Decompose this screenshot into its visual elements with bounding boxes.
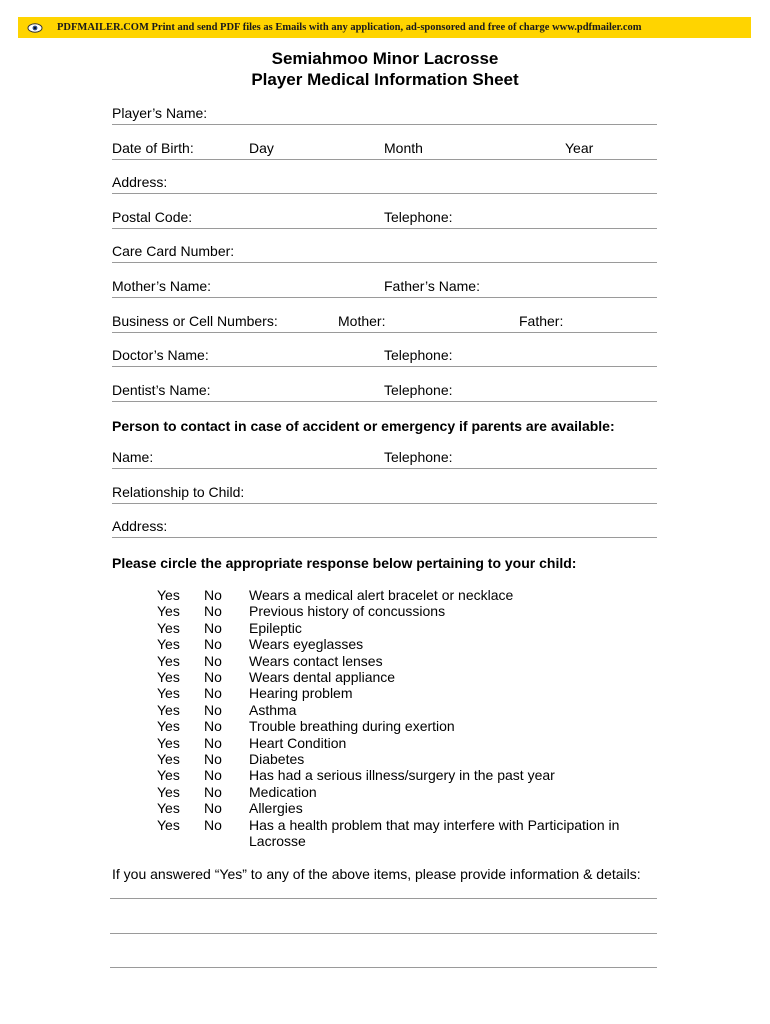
business-cell-label: Business or Cell Numbers: bbox=[112, 313, 278, 329]
emergency-name-label: Name: bbox=[112, 449, 154, 465]
checklist-item: Previous history of concussions bbox=[249, 603, 446, 620]
document-subtitle: Player Medical Information Sheet bbox=[251, 70, 519, 89]
checklist-item: Has had a serious illness/surgery in the past year bbox=[249, 767, 555, 784]
date-of-birth-label: Date of Birth: bbox=[112, 140, 194, 156]
yes-option[interactable]: Yes bbox=[157, 800, 180, 817]
fathers-name-label: Father’s Name: bbox=[384, 278, 480, 294]
emergency-telephone-label: Telephone: bbox=[384, 449, 453, 465]
circle-response-heading: Please circle the appropriate response below pertaining to your child: bbox=[112, 555, 577, 571]
yes-option[interactable]: Yes bbox=[157, 685, 180, 702]
checklist-row bbox=[157, 587, 639, 603]
no-option[interactable]: No bbox=[204, 767, 222, 784]
no-option[interactable]: No bbox=[204, 685, 222, 702]
no-option[interactable]: No bbox=[204, 751, 222, 768]
checklist-row bbox=[157, 620, 639, 636]
no-option[interactable]: No bbox=[204, 636, 222, 653]
yes-option[interactable]: Yes bbox=[157, 767, 180, 784]
checklist-item: Hearing problem bbox=[249, 685, 353, 702]
checklist-item: Epileptic bbox=[249, 619, 302, 636]
yes-option[interactable]: Yes bbox=[157, 734, 180, 751]
checklist-row bbox=[157, 735, 639, 751]
address-field[interactable] bbox=[112, 173, 657, 194]
mother-label: Mother: bbox=[338, 313, 386, 329]
checklist-item: Has a health problem that may interfere with Participation in Lacrosse bbox=[249, 816, 620, 850]
yes-option[interactable]: Yes bbox=[157, 636, 180, 653]
relationship-label: Relationship to Child: bbox=[112, 484, 245, 500]
checklist-item: Wears contact lenses bbox=[249, 652, 383, 669]
no-option[interactable]: No bbox=[204, 652, 222, 669]
yes-option[interactable]: Yes bbox=[157, 701, 180, 718]
checklist-item: Wears eyeglasses bbox=[249, 636, 364, 653]
details-line[interactable] bbox=[110, 967, 657, 968]
checklist-row bbox=[157, 751, 639, 767]
yes-option[interactable]: Yes bbox=[157, 669, 180, 686]
address-label: Address: bbox=[112, 174, 168, 190]
checklist-row bbox=[157, 784, 639, 800]
checklist-item: Trouble breathing during exertion bbox=[249, 718, 455, 735]
yes-option[interactable]: Yes bbox=[157, 619, 180, 636]
doctor-telephone-label: Telephone: bbox=[384, 347, 453, 363]
emergency-contact-heading: Person to contact in case of accident or emergency if parents are available: bbox=[112, 418, 615, 434]
father-label: Father: bbox=[519, 313, 564, 329]
checklist-row bbox=[157, 702, 639, 718]
postal-code-field[interactable] bbox=[112, 208, 657, 229]
no-option[interactable]: No bbox=[204, 701, 222, 718]
yes-option[interactable]: Yes bbox=[157, 783, 180, 800]
yes-option[interactable]: Yes bbox=[157, 751, 180, 768]
care-card-field[interactable] bbox=[112, 242, 657, 263]
checklist-row bbox=[157, 800, 639, 816]
yes-option[interactable]: Yes bbox=[157, 652, 180, 669]
mothers-name-label: Mother’s Name: bbox=[112, 278, 212, 294]
yes-option[interactable]: Yes bbox=[157, 587, 180, 603]
no-option[interactable]: No bbox=[204, 816, 222, 833]
emergency-address-field[interactable] bbox=[112, 517, 657, 538]
date-of-birth-field[interactable] bbox=[112, 139, 657, 160]
checklist-item: Medication bbox=[249, 783, 317, 800]
checklist-row bbox=[157, 685, 639, 701]
care-card-label: Care Card Number: bbox=[112, 243, 235, 259]
checklist-item: Asthma bbox=[249, 701, 297, 718]
checklist-row bbox=[157, 767, 639, 783]
no-option[interactable]: No bbox=[204, 800, 222, 817]
day-label: Day bbox=[249, 140, 274, 156]
emergency-name-field[interactable] bbox=[112, 448, 657, 469]
checklist-item: Wears dental appliance bbox=[249, 669, 396, 686]
no-option[interactable]: No bbox=[204, 718, 222, 735]
yes-option[interactable]: Yes bbox=[157, 816, 180, 833]
details-line[interactable] bbox=[110, 933, 657, 934]
doctor-field[interactable] bbox=[112, 346, 657, 367]
checklist-item: Diabetes bbox=[249, 751, 305, 768]
no-option[interactable]: No bbox=[204, 669, 222, 686]
yes-option[interactable]: Yes bbox=[157, 603, 180, 620]
checklist-row bbox=[157, 603, 639, 619]
pdfmailer-banner bbox=[18, 17, 751, 38]
checklist-row bbox=[157, 653, 639, 669]
parents-name-field[interactable] bbox=[112, 277, 657, 298]
checklist-item: Heart Condition bbox=[249, 734, 347, 751]
banner-text: PDFMAILER.COM Print and send PDF files as Emails with any application, ad-sponsored and free of charge www.pdfmailer.com bbox=[57, 22, 642, 33]
no-option[interactable]: No bbox=[204, 734, 222, 751]
players-name-label: Player’s Name: bbox=[112, 105, 208, 121]
details-prompt: If you answered “Yes” to any of the above items, please provide information & details: bbox=[112, 866, 641, 882]
business-cell-field[interactable] bbox=[112, 312, 657, 333]
no-option[interactable]: No bbox=[204, 587, 222, 603]
yes-option[interactable]: Yes bbox=[157, 718, 180, 735]
checklist-row bbox=[157, 669, 639, 685]
doctors-name-label: Doctor’s Name: bbox=[112, 347, 209, 363]
no-option[interactable]: No bbox=[204, 603, 222, 620]
eye-logo-icon bbox=[27, 22, 43, 34]
emergency-address-label: Address: bbox=[112, 518, 168, 534]
document-title: Semiahmoo Minor Lacrosse bbox=[271, 49, 499, 68]
no-option[interactable]: No bbox=[204, 619, 222, 636]
year-label: Year bbox=[565, 140, 594, 156]
telephone-label: Telephone: bbox=[384, 209, 453, 225]
players-name-field[interactable] bbox=[112, 104, 657, 125]
dentist-field[interactable] bbox=[112, 381, 657, 402]
details-line[interactable] bbox=[110, 898, 657, 899]
month-label: Month bbox=[384, 140, 423, 156]
checklist-row bbox=[157, 636, 639, 652]
checklist-row bbox=[157, 817, 639, 850]
checklist-item: Allergies bbox=[249, 800, 303, 817]
relationship-field[interactable] bbox=[112, 483, 657, 504]
dentists-name-label: Dentist’s Name: bbox=[112, 382, 211, 398]
checklist-item: Wears a medical alert bracelet or necklace bbox=[249, 587, 514, 603]
dentist-telephone-label: Telephone: bbox=[384, 382, 453, 398]
no-option[interactable]: No bbox=[204, 783, 222, 800]
postal-code-label: Postal Code: bbox=[112, 209, 193, 225]
checklist-row bbox=[157, 718, 639, 734]
medical-checklist bbox=[157, 587, 639, 850]
